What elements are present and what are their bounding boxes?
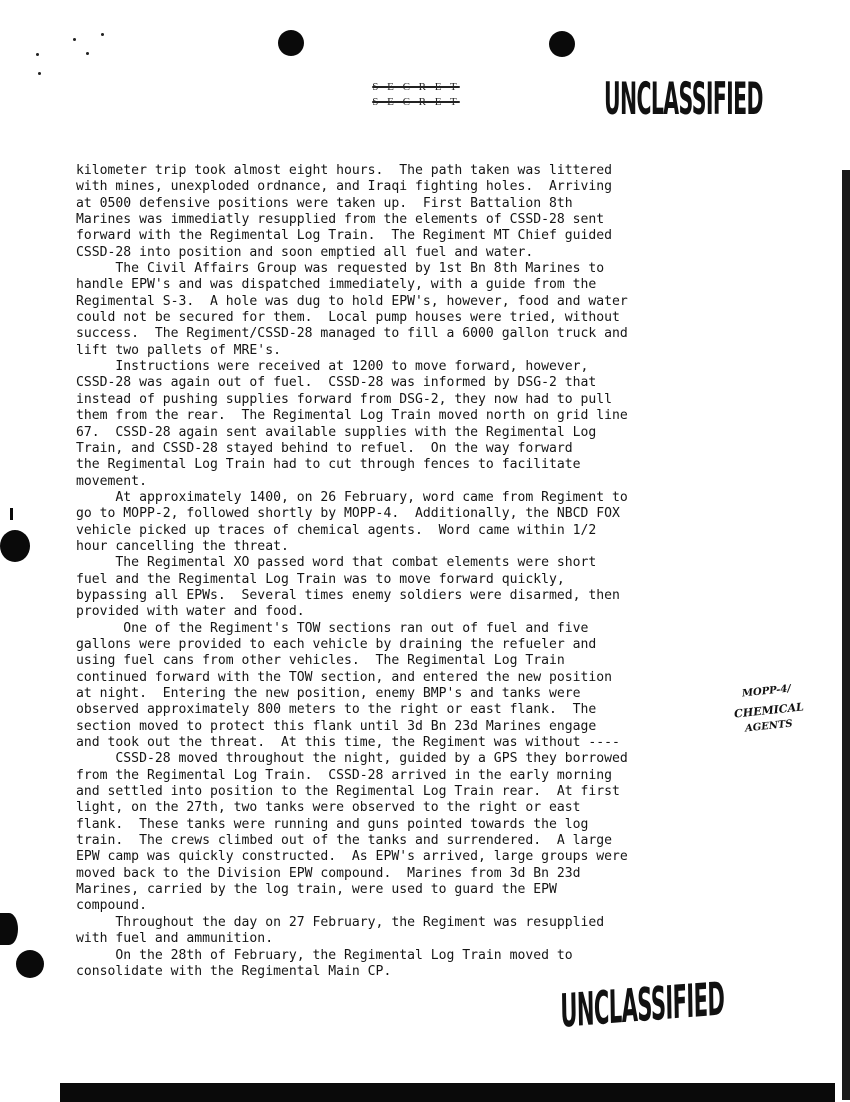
body-text-line: with fuel and ammunition.: [76, 931, 274, 947]
body-text-line: On the 28th of February, the Regimental Log Train moved to: [76, 947, 573, 963]
scan-edge-right: [842, 170, 850, 1100]
body-text-line: forward with the Regimental Log Train. The Regiment MT Chief guided: [76, 228, 613, 244]
body-text-line: hour cancelling the threat.: [76, 538, 289, 554]
scan-edge-bottom: [60, 1083, 835, 1102]
body-text-line: the Regimental Log Train had to cut through fences to facilitate: [76, 457, 581, 473]
body-text-line: Train, and CSSD-28 stayed behind to refuel. On the way forward: [76, 440, 573, 456]
punch-hole-top-right: [549, 31, 575, 57]
unclassified-stamp-bottom: UNCLASSIFIED: [560, 972, 725, 1039]
body-text-line: Marines was immediatly resupplied from the elements of CSSD-28 sent: [76, 212, 605, 228]
body-text-line: vehicle picked up traces of chemical agents. Word came within 1/2: [76, 522, 597, 538]
scan-speck: [86, 52, 89, 55]
body-text-line: The Civil Affairs Group was requested by 1st Bn 8th Marines to: [76, 261, 605, 277]
scan-speck: [36, 53, 39, 56]
body-text-line: using fuel cans from other vehicles. The Regimental Log Train: [76, 653, 565, 669]
body-text-line: kilometer trip took almost eight hours. The path taken was littered: [76, 163, 613, 178]
body-text-line: At approximately 1400, on 26 February, word came from Regiment to: [76, 489, 628, 505]
body-text-line: Marines, carried by the log train, were used to guard the EPW: [76, 882, 557, 898]
body-text-line: section moved to protect this flank until 3d Bn 23d Marines engage: [76, 718, 597, 734]
body-text-line: movement.: [76, 473, 147, 489]
body-text-line: lift two pallets of MRE's.: [76, 342, 281, 358]
body-text-line: CSSD-28 moved throughout the night, guided by a GPS they borrowed: [76, 751, 628, 767]
body-text-line: instead of pushing supplies forward from DSG-2, they now had to pull: [76, 391, 613, 407]
body-text-line: fuel and the Regimental Log Train was to move forward quickly,: [76, 571, 565, 587]
body-text-line: CSSD-28 into position and soon emptied all fuel and water.: [76, 244, 534, 260]
body-text-line: with mines, unexploded ordnance, and Iraqi fighting holes. Arriving: [76, 179, 613, 195]
body-text-line: The Regimental XO passed word that combat elements were short: [76, 555, 597, 571]
scan-speck: [73, 38, 76, 41]
body-text-line: and took out the threat. At this time, the Regiment was without ----: [76, 735, 620, 751]
punch-hole-left-lower: [0, 913, 18, 945]
body-text-line: from the Regimental Log Train. CSSD-28 arrived in the early morning: [76, 767, 613, 783]
body-text-line: light, on the 27th, two tanks were observed to the right or east: [76, 800, 581, 816]
struck-classification-2: S E C R E T: [372, 96, 460, 108]
body-text-line: success. The Regiment/CSSD-28 managed to fill a 6000 gallon truck and: [76, 326, 628, 342]
body-text-line: One of the Regiment's TOW sections ran out of fuel and five: [76, 620, 589, 636]
scan-speck: [101, 33, 104, 36]
body-text-line: 67. CSSD-28 again sent available supplies with the Regimental Log: [76, 424, 597, 440]
unclassified-stamp-top: UNCLASSIFIED: [604, 72, 763, 125]
body-text-line: continued forward with the TOW section, and entered the new position: [76, 669, 613, 685]
body-text-line: Regimental S-3. A hole was dug to hold EPW's, however, food and water: [76, 293, 628, 309]
body-text-line: gallons were provided to each vehicle by draining the refueler and: [76, 636, 597, 652]
body-text-line: handle EPW's and was dispatched immediately, with a guide from the: [76, 277, 597, 293]
left-edge-mark: [10, 508, 13, 520]
handwritten-note-mopp: MOPP-4/: [741, 683, 792, 700]
punch-hole-top-left: [278, 30, 304, 56]
body-text-line: Throughout the day on 27 February, the Regiment was resupplied: [76, 914, 605, 930]
body-text-line: compound.: [76, 898, 147, 914]
body-text-line: Instructions were received at 1200 to move forward, however,: [76, 359, 589, 375]
punch-hole-left-middle: [0, 530, 30, 562]
body-text-line: provided with water and food.: [76, 604, 305, 620]
handwritten-note-agents: AGENTS: [744, 718, 794, 735]
report-body-text: [76, 163, 776, 980]
body-text-line: and settled into position to the Regimental Log Train rear. At first: [76, 784, 620, 800]
scan-speck: [38, 72, 41, 75]
body-text-line: train. The crews climbed out of the tanks and surrendered. A large: [76, 833, 613, 849]
body-text-line: flank. These tanks were running and guns pointed towards the log: [76, 816, 589, 832]
body-text-line: EPW camp was quickly constructed. As EPW's arrived, large groups were: [76, 849, 628, 865]
body-text-line: them from the rear. The Regimental Log Train moved north on grid line: [76, 408, 628, 424]
body-text-line: bypassing all EPWs. Several times enemy soldiers were disarmed, then: [76, 587, 620, 603]
body-text-line: at 0500 defensive positions were taken up. First Battalion 8th: [76, 195, 573, 211]
body-text-line: go to MOPP-2, followed shortly by MOPP-4. Additionally, the NBCD FOX: [76, 506, 620, 522]
body-text-line: at night. Entering the new position, enemy BMP's and tanks were: [76, 686, 581, 701]
body-text-line: could not be secured for them. Local pump houses were tried, without: [76, 310, 620, 326]
punch-hole-left-bottom: [16, 950, 44, 978]
handwritten-note-chemical: CHEMICAL: [733, 700, 805, 721]
body-text-line: consolidate with the Regimental Main CP.: [76, 963, 392, 979]
struck-classification-1: S E C R E T: [372, 81, 460, 93]
body-text-line: observed approximately 800 meters to the right or east flank. The: [76, 702, 597, 718]
body-text-line: moved back to the Division EPW compound. Marines from 3d Bn 23d: [76, 865, 581, 881]
body-text-line: CSSD-28 was again out of fuel. CSSD-28 was informed by DSG-2 that: [76, 375, 597, 391]
